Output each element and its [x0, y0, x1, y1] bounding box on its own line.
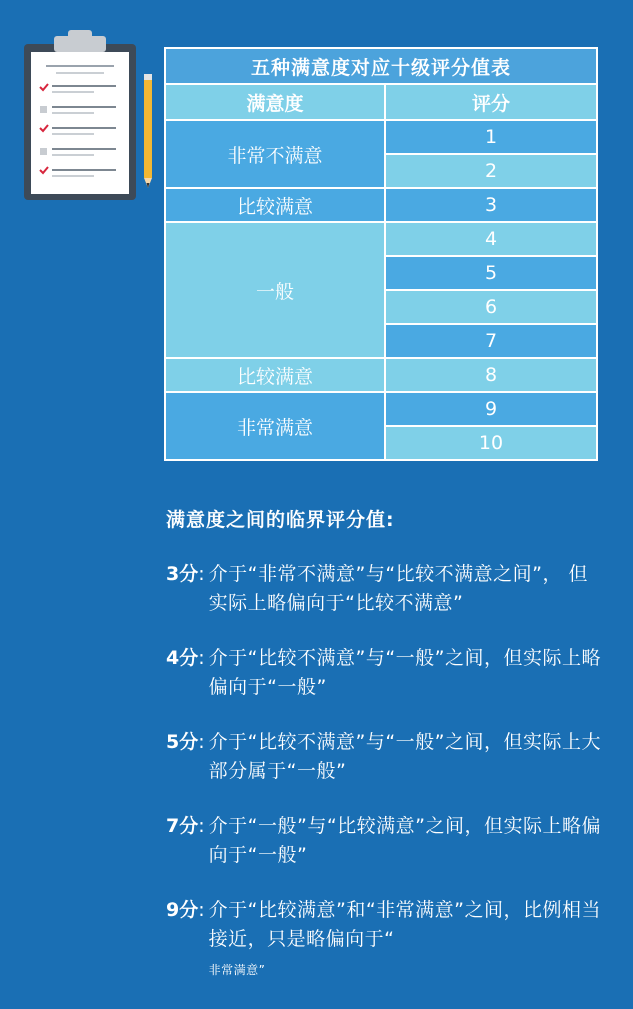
note-colon: :	[198, 899, 205, 921]
note-label: 9分	[166, 899, 199, 921]
score-cell: 4	[385, 222, 597, 256]
header-score: 评分	[385, 84, 597, 120]
level-cell: 比较满意	[165, 358, 385, 392]
score-cell: 8	[385, 358, 597, 392]
score-cell: 7	[385, 324, 597, 358]
level-cell: 非常满意	[165, 392, 385, 460]
note-item	[166, 896, 606, 983]
score-table	[164, 47, 598, 461]
note-label: 4分	[166, 647, 199, 669]
note-label: 5分	[166, 731, 199, 753]
note-text: 介于“非常不满意”与“比较不满意之间”， 但实际上略偏向于“比较不满意”	[208, 563, 589, 614]
note-item	[166, 560, 606, 618]
note-item	[166, 644, 606, 702]
clipboard-checklist-icon	[24, 30, 158, 202]
score-cell: 2	[385, 154, 597, 188]
note-label: 3分	[166, 563, 199, 585]
note-text: 介于“比较不满意”与“一般”之间，但实际上大部分属于“一般”	[208, 731, 602, 782]
threshold-heading: 满意度之间的临界评分值:	[166, 509, 395, 531]
header-satisfaction: 满意度	[165, 84, 385, 120]
level-cell: 比较满意	[165, 188, 385, 222]
note-text: 介于“一般”与“比较满意”之间，但实际上略偏向于“一般”	[208, 815, 602, 866]
score-cell: 9	[385, 392, 597, 426]
note-text: 介于“比较不满意”与“一般”之间，但实际上略偏向于“一般”	[208, 647, 602, 698]
note-colon: :	[198, 563, 205, 585]
table-title: 五种满意度对应十级评分值表	[165, 48, 597, 84]
note-item	[166, 812, 606, 870]
score-cell: 3	[385, 188, 597, 222]
score-cell: 5	[385, 256, 597, 290]
threshold-notes	[166, 560, 606, 1009]
note-text	[209, 896, 606, 983]
level-cell: 非常不满意	[165, 120, 385, 188]
pencil-icon	[144, 74, 152, 188]
note-text-main: 介于“比较满意”和“非常满意”之间，比例相当接近，只是略偏向于“	[208, 899, 602, 950]
score-cell: 1	[385, 120, 597, 154]
note-colon: :	[198, 731, 205, 753]
score-cell: 6	[385, 290, 597, 324]
score-cell: 10	[385, 426, 597, 460]
note-text-small: 非常满意”	[208, 963, 266, 977]
level-cell: 一般	[165, 222, 385, 358]
note-label: 7分	[166, 815, 199, 837]
note-colon: :	[198, 647, 205, 669]
note-item	[166, 728, 606, 786]
note-colon: :	[198, 815, 205, 837]
